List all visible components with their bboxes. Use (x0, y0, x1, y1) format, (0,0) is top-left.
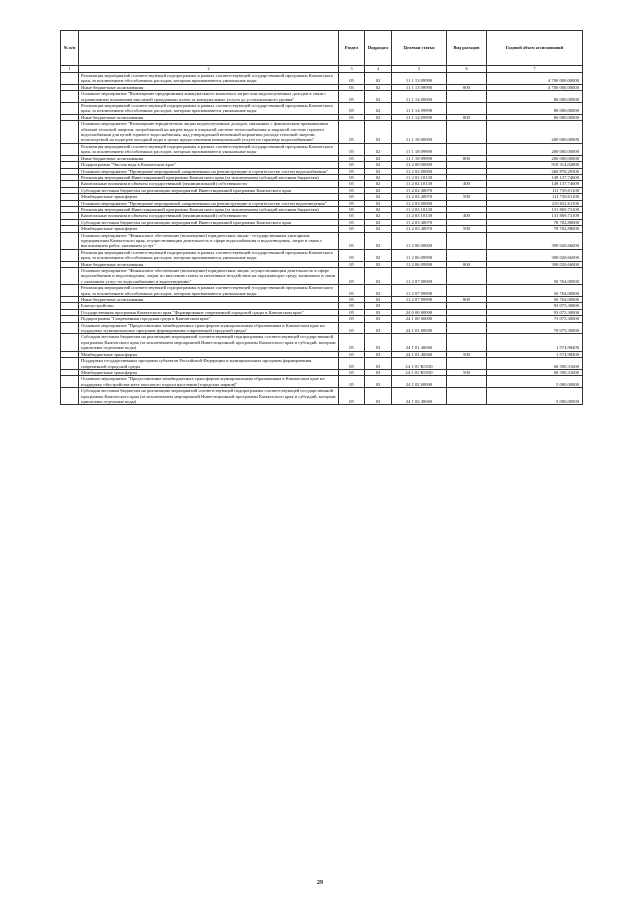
cell-podrazdel: 02 (365, 194, 392, 200)
cell-sum: 73 075,30000 (487, 316, 583, 322)
cell-razdel: 05 (339, 187, 365, 193)
cell-name: Реализация мероприятий соответствующей подпрограммы в рамках соответствующей государственной программы Камчатского края, за исключением обособленных расходов, которым присваиваются уникальные коды (79, 249, 339, 261)
cell-razdel: 05 (339, 369, 365, 375)
cell-vr (447, 322, 487, 334)
cell-podrazdel: 02 (365, 232, 392, 249)
cell-name: Субсидии местным бюджетам на реализацию мероприятий Инвестиционной программы Камчатского края (79, 187, 339, 193)
cell-podrazdel: 03 (365, 388, 392, 405)
cell-sum: 131 869,73100 (487, 213, 583, 219)
table-row (61, 358, 583, 370)
column-number-row (61, 66, 583, 73)
cell-vr (447, 103, 487, 115)
cell-vr (447, 73, 487, 85)
cell-name: Реализация мероприятий соответствующей подпрограммы в рамках соответствующей государственной программы Камчатского края, за исключением обособленных расходов, которым присваиваются уникальные коды (79, 73, 339, 85)
cell-num (61, 376, 79, 388)
cell-csr: 11 2 07 09990 (392, 297, 447, 303)
cell-podrazdel: 02 (365, 268, 392, 285)
header-vr: Вид расходов (447, 31, 487, 66)
cell-csr: 11 1 13 09990 (392, 84, 447, 90)
cell-razdel: 05 (339, 155, 365, 161)
cell-num (61, 91, 79, 103)
cell-sum: 78 782,88000 (487, 219, 583, 225)
cell-name: Основное мероприятие "Предоставление межбюджетных трансфертов муниципальным образованиям в Камчатском крае на поддержку обустройства мест массового отдыха населения (городских парков)" (79, 376, 339, 388)
cell-csr: 24 1 00 00000 (392, 316, 447, 322)
cell-sum: 80 000,00000 (487, 114, 583, 120)
cell-vr (447, 376, 487, 388)
cell-podrazdel: 03 (365, 369, 392, 375)
cell-name: Межбюджетные трансферты (79, 369, 339, 375)
cell-sum: 93 075,30000 (487, 303, 583, 309)
cell-podrazdel: 02 (365, 174, 392, 180)
cell-razdel: 05 (339, 316, 365, 322)
cell-csr: 11 2 06 09990 (392, 249, 447, 261)
cell-sum: 1 574,98400 (487, 334, 583, 351)
cell-podrazdel: 02 (365, 143, 392, 155)
cell-podrazdel: 02 (365, 200, 392, 206)
cell-podrazdel: 02 (365, 213, 392, 219)
table-row (61, 103, 583, 115)
cell-csr: 11 2 02 40070 (392, 187, 447, 193)
cell-razdel: 05 (339, 181, 365, 187)
cell-num (61, 249, 79, 261)
cell-sum: 390 020,66000 (487, 261, 583, 267)
cell-podrazdel: 03 (365, 322, 392, 334)
cell-name: Капитальные вложения в объекты государственной (муниципальной) собственности (79, 213, 339, 219)
cell-razdel: 05 (339, 162, 365, 168)
table-body (61, 73, 583, 405)
table-row (61, 73, 583, 85)
cell-csr: 11 2 07 09990 (392, 285, 447, 297)
table-row (61, 376, 583, 388)
cell-sum: 200 000,00000 (487, 121, 583, 144)
cell-razdel: 05 (339, 376, 365, 388)
cell-csr: 11 2 07 00000 (392, 268, 447, 285)
table-row (61, 268, 583, 285)
colnum: 4 (365, 66, 392, 73)
cell-name: Основное мероприятие "Проведение мероприятий, направленных на реконструкцию и строительство систем водоотведения" (79, 200, 339, 206)
cell-csr: 11 2 03 40070 (392, 226, 447, 232)
cell-vr: 800 (447, 114, 487, 120)
cell-vr (447, 143, 487, 155)
cell-name: Субсидии местным бюджетам на реализацию мероприятий соответствующей подпрограммы соответствующей государственной программы Камчатского края (за исключением мероприятий Инвестиционной программы Камчатского края и субсидий, которым присвоены отдельные коды) (79, 388, 339, 405)
cell-name: Межбюджетные трансферты (79, 351, 339, 357)
colnum: 2 (79, 66, 339, 73)
cell-csr: 11 2 02 40070 (392, 194, 447, 200)
cell-sum: 111 739,01100 (487, 194, 583, 200)
cell-num (61, 73, 79, 85)
cell-name: Межбюджетные трансферты (79, 226, 339, 232)
cell-vr: 500 (447, 369, 487, 375)
cell-razdel: 05 (339, 84, 365, 90)
header-num: № п/п (61, 31, 79, 66)
table-header-row (61, 31, 583, 66)
cell-vr: 800 (447, 155, 487, 161)
cell-razdel: 05 (339, 219, 365, 225)
cell-name: Иные бюджетные ассигнования (79, 155, 339, 161)
table-row (61, 388, 583, 405)
cell-sum: 56 764,00000 (487, 297, 583, 303)
cell-razdel: 05 (339, 232, 365, 249)
cell-csr: 11 2 02 00000 (392, 168, 447, 174)
cell-csr: 24 1 02 40060 (392, 388, 447, 405)
cell-name: Благоустройство (79, 303, 339, 309)
cell-sum: 80 000,00000 (487, 91, 583, 103)
cell-name: Реализация мероприятий Инвестиционной программы Камчатского края (за исключением субсидий местным бюджетам) (79, 206, 339, 212)
cell-sum: 149 137,74600 (487, 174, 583, 180)
cell-num (61, 268, 79, 285)
cell-name: Подпрограмма "Чистая вода в Камчатском крае" (79, 162, 339, 168)
cell-podrazdel: 02 (365, 285, 392, 297)
cell-csr: 24 1 01 40060 (392, 334, 447, 351)
cell-razdel: 05 (339, 73, 365, 85)
cell-sum: 5 000,00000 (487, 376, 583, 388)
cell-podrazdel: 03 (365, 303, 392, 309)
cell-sum: 4 700 000,00000 (487, 73, 583, 85)
cell-sum: 4 700 000,00000 (487, 84, 583, 90)
cell-name: Основное мероприятие "Возмещение юридическим лицам недополученных доходов, связанных с фактическим превышением объемов тепловой энергии, потребляемой на нагрев воды в открытой системе теплоснабжения и закрытой системе горячего водоснабжения для целей горячего водоснабжения, над утвержденной величиной норматива расхода тепловой энергии, используемой на подогрев холодной воды в целях предоставления коммунальной услуги по горячему водоснабжению" (79, 121, 339, 144)
cell-num (61, 388, 79, 405)
cell-vr (447, 121, 487, 144)
cell-razdel: 05 (339, 143, 365, 155)
cell-razdel: 05 (339, 168, 365, 174)
header-sum: Годовой объем ассигнований (487, 31, 583, 66)
cell-sum: 200 000,00000 (487, 143, 583, 155)
cell-razdel: 05 (339, 206, 365, 212)
cell-name: Основное мероприятие "Финансовое обеспечение (возмещение) юридическим лицам - государственным унитарным предприятиям Камчатского края, осуществляющим деятельность в сфере водоснабжения и водоотведения, затрат в связи с выполнением работ, оказанием услуг" (79, 232, 339, 249)
cell-num (61, 121, 79, 144)
cell-csr: 11 2 02 10130 (392, 174, 447, 180)
cell-name: Основное мероприятие "Финансовое обеспечение (возмещение) юридическим лицам, осуществляющим деятельность в сфере водоснабжения и водоотведения, затрат по внесению платы за негативное воздействие на окружающую среду, возникших в связи с оказанием услуг по водоснабжению и водоотведению" (79, 268, 339, 285)
cell-vr (447, 388, 487, 405)
cell-vr (447, 232, 487, 249)
cell-name: Капитальные вложения в объекты государственной (муниципальной) собственности (79, 181, 339, 187)
cell-vr: 800 (447, 261, 487, 267)
cell-razdel: 05 (339, 194, 365, 200)
cell-razdel: 05 (339, 91, 365, 103)
cell-csr: 11 1 14 09990 (392, 114, 447, 120)
cell-vr (447, 285, 487, 297)
table-row (61, 143, 583, 155)
cell-sum: 149 137,74600 (487, 181, 583, 187)
cell-podrazdel: 03 (365, 316, 392, 322)
cell-csr: 11 2 03 10130 (392, 206, 447, 212)
cell-csr: 11 1 18 00000 (392, 121, 447, 144)
cell-razdel: 05 (339, 358, 365, 370)
cell-podrazdel: 02 (365, 84, 392, 90)
cell-num (61, 322, 79, 334)
cell-csr: 11 1 14 00000 (392, 91, 447, 103)
cell-razdel: 05 (339, 309, 365, 315)
cell-name: Иные бюджетные ассигнования (79, 114, 339, 120)
cell-sum: 68 500,31600 (487, 358, 583, 370)
cell-sum: 80 000,00000 (487, 103, 583, 115)
table-row (61, 121, 583, 144)
cell-razdel: 05 (339, 200, 365, 206)
cell-sum: 131 869,73100 (487, 206, 583, 212)
header-csr: Целевая статья (392, 31, 447, 66)
cell-sum: 70 075,30000 (487, 322, 583, 334)
cell-num (61, 143, 79, 155)
header-podrazdel: Подраздел (365, 31, 392, 66)
cell-sum: 918 314,02800 (487, 162, 583, 168)
cell-name: Иные бюджетные ассигнования (79, 297, 339, 303)
cell-podrazdel: 02 (365, 249, 392, 261)
cell-name: Реализация мероприятий соответствующей подпрограммы в рамках соответствующей государственной программы Камчатского края, за исключением обособленных расходов, которым присваиваются уникальные коды (79, 103, 339, 115)
cell-sum: 111 739,01100 (487, 187, 583, 193)
cell-podrazdel: 02 (365, 73, 392, 85)
cell-podrazdel: 02 (365, 162, 392, 168)
cell-sum: 260 876,29300 (487, 168, 583, 174)
colnum: 3 (339, 66, 365, 73)
cell-vr (447, 249, 487, 261)
cell-razdel: 05 (339, 268, 365, 285)
cell-razdel: 05 (339, 213, 365, 219)
cell-sum: 390 020,66000 (487, 232, 583, 249)
cell-razdel: 05 (339, 121, 365, 144)
cell-sum: 210 652,61100 (487, 200, 583, 206)
colnum: 1 (61, 66, 79, 73)
cell-csr: 24 1 01 00000 (392, 322, 447, 334)
cell-podrazdel: 02 (365, 168, 392, 174)
cell-name: Государственная программа Камчатского края "Формирование современной городской среды в Камчатском крае" (79, 309, 339, 315)
cell-name: Поддержка государственных программ субъектов Российской Федерации и муниципальных программ формирования современной городской среды (79, 358, 339, 370)
cell-vr: 800 (447, 297, 487, 303)
cell-num (61, 285, 79, 297)
cell-vr (447, 91, 487, 103)
cell-csr: 24 1 01 40060 (392, 351, 447, 357)
cell-podrazdel: 02 (365, 181, 392, 187)
cell-num (61, 358, 79, 370)
cell-razdel: 05 (339, 334, 365, 351)
cell-name: Субсидии местным бюджетам на реализацию мероприятий Инвестиционной программы Камчатского края (79, 219, 339, 225)
budget-table-sheet (60, 30, 582, 405)
cell-razdel: 05 (339, 174, 365, 180)
cell-csr: 24 1 02 00000 (392, 376, 447, 388)
table-row (61, 91, 583, 103)
cell-podrazdel: 02 (365, 297, 392, 303)
cell-name: Иные бюджетные ассигнования (79, 261, 339, 267)
cell-name: Иные бюджетные ассигнования (79, 84, 339, 90)
cell-podrazdel: 02 (365, 206, 392, 212)
cell-podrazdel: 02 (365, 155, 392, 161)
cell-razdel: 05 (339, 249, 365, 261)
cell-sum: 1 574,98400 (487, 351, 583, 357)
cell-vr: 400 (447, 181, 487, 187)
table-row (61, 249, 583, 261)
cell-podrazdel: 03 (365, 358, 392, 370)
table-row (61, 334, 583, 351)
cell-podrazdel: 02 (365, 187, 392, 193)
cell-name: Межбюджетные трансферты (79, 194, 339, 200)
cell-sum: 68 500,31600 (487, 369, 583, 375)
table-row (61, 322, 583, 334)
cell-sum: 390 020,66000 (487, 249, 583, 261)
cell-num (61, 232, 79, 249)
cell-csr: 11 2 02 10130 (392, 181, 447, 187)
cell-podrazdel: 03 (365, 351, 392, 357)
cell-csr: 24 1 01 R5550 (392, 358, 447, 370)
table-row (61, 232, 583, 249)
cell-podrazdel: 02 (365, 219, 392, 225)
cell-csr: 11 2 00 00000 (392, 162, 447, 168)
table-row (61, 285, 583, 297)
cell-razdel: 05 (339, 261, 365, 267)
cell-name: Основное мероприятие "Проведение мероприятий, направленных на реконструкцию и строительство систем водоснабжения" (79, 168, 339, 174)
header-name (79, 31, 339, 66)
cell-name: Основное мероприятие "Предоставление межбюджетных трансфертов муниципальным образованиям в Камчатском крае на поддержку муниципальных программ формирования современной городской среды" (79, 322, 339, 334)
cell-vr (447, 334, 487, 351)
cell-razdel: 05 (339, 114, 365, 120)
cell-razdel: 05 (339, 388, 365, 405)
cell-csr: 11 1 18 09990 (392, 143, 447, 155)
cell-vr: 500 (447, 194, 487, 200)
cell-csr: 11 1 13 09990 (392, 73, 447, 85)
cell-vr (447, 268, 487, 285)
cell-vr: 500 (447, 226, 487, 232)
cell-sum: 56 764,00000 (487, 268, 583, 285)
cell-num (61, 103, 79, 115)
cell-name: Реализация мероприятий соответствующей подпрограммы в рамках соответствующей государственной программы Камчатского края, за исключением обособленных расходов, которым присваиваются уникальные коды (79, 285, 339, 297)
cell-podrazdel: 03 (365, 309, 392, 315)
cell-podrazdel: 03 (365, 376, 392, 388)
cell-razdel: 05 (339, 322, 365, 334)
cell-vr: 500 (447, 351, 487, 357)
cell-csr: 24 1 01 R5550 (392, 369, 447, 375)
cell-csr: 11 2 06 09990 (392, 261, 447, 267)
cell-podrazdel: 02 (365, 121, 392, 144)
cell-vr (447, 358, 487, 370)
cell-name: Субсидии местным бюджетам на реализацию мероприятий соответствующей подпрограммы соответствующей государственной программы Камчатского края (за исключением мероприятий Инвестиционной программы Камчатского края и субсидий, которым присвоены отдельные коды) (79, 334, 339, 351)
cell-name: Реализация мероприятий соответствующей подпрограммы в рамках соответствующей государственной программы Камчатского края, за исключением обособленных расходов, которым присваиваются уникальные коды (79, 143, 339, 155)
cell-podrazdel: 02 (365, 103, 392, 115)
page-number: 29 (317, 880, 323, 886)
cell-csr: 11 2 03 10130 (392, 213, 447, 219)
colnum: 5 (392, 66, 447, 73)
cell-podrazdel: 02 (365, 114, 392, 120)
cell-podrazdel: 03 (365, 334, 392, 351)
cell-sum: 56 764,00000 (487, 285, 583, 297)
cell-csr: 11 2 03 00000 (392, 200, 447, 206)
cell-razdel: 05 (339, 285, 365, 297)
colnum: 7 (487, 66, 583, 73)
cell-name: Подпрограмма "Современная городская среда в Камчатском крае" (79, 316, 339, 322)
cell-razdel: 05 (339, 103, 365, 115)
colnum: 6 (447, 66, 487, 73)
budget-table (60, 30, 583, 405)
cell-csr: 11 2 03 40070 (392, 219, 447, 225)
cell-razdel: 05 (339, 226, 365, 232)
cell-razdel: 05 (339, 297, 365, 303)
cell-sum: 5 000,00000 (487, 388, 583, 405)
cell-podrazdel: 02 (365, 261, 392, 267)
cell-csr: 11 2 06 00000 (392, 232, 447, 249)
cell-vr: 800 (447, 84, 487, 90)
cell-razdel: 05 (339, 351, 365, 357)
cell-name: Реализация мероприятий Инвестиционной программы Камчатского края (за исключением субсидий местным бюджетам) (79, 174, 339, 180)
cell-sum: 78 782,88000 (487, 226, 583, 232)
cell-podrazdel: 02 (365, 226, 392, 232)
cell-name: Основное мероприятие "Возмещение предприятиям коммунального комплекса затрат или недополученных доходов в связи с ограничением повышения вносимой гражданами платы за коммунальные услуги до установленного уровня" (79, 91, 339, 103)
cell-razdel: 05 (339, 303, 365, 309)
cell-sum: 200 000,00000 (487, 155, 583, 161)
cell-vr: 400 (447, 213, 487, 219)
cell-sum: 93 075,30000 (487, 309, 583, 315)
cell-podrazdel: 02 (365, 91, 392, 103)
cell-num (61, 334, 79, 351)
cell-csr: 11 1 14 09990 (392, 103, 447, 115)
cell-csr: 11 1 18 09990 (392, 155, 447, 161)
header-razdel: Раздел (339, 31, 365, 66)
cell-csr: 24 0 00 00000 (392, 309, 447, 315)
